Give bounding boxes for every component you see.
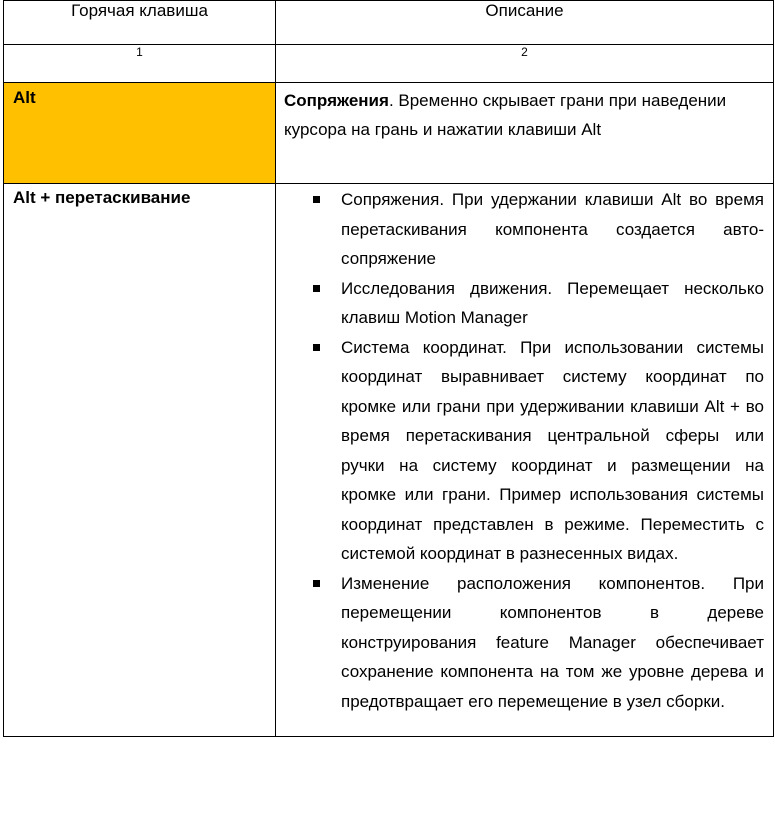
square-bullet-icon (313, 285, 320, 292)
header-row (4, 1, 774, 45)
square-bullet-icon (313, 196, 320, 203)
hotkey-cell: Alt (4, 83, 276, 184)
list-item (276, 569, 764, 717)
list-item-text: Система координат. При использовании системы координат выравнивает систему координат по кромке или грани при удерживании клавиши Alt + во время перетаскивания центральной сферы или ручки на систему координат и размещении на кромке или грани. Пример использования системы координат представлен в режиме. Переместить с системой координат в разнесенных видах. (341, 337, 764, 563)
description-text: . Временно скрывает грани при наведении курсора на грань и нажатии клавиши Alt (284, 91, 727, 139)
list-item-text: Исследования движения. Перемещает несколько клавиш Motion Manager (341, 278, 764, 327)
list-item (276, 274, 764, 333)
list-item-text: Изменение расположения компонентов. При перемещении компонентов в дереве конструирования feature Manager обеспечивает сохранение компонента на том же уровне дерева и предотвращает его перемещение в узел сборки. (341, 573, 764, 711)
column-number-row (4, 45, 774, 83)
list-item (276, 333, 764, 569)
description-cell (276, 83, 774, 184)
header-description: Описание (276, 1, 774, 45)
description-bullet-list (276, 185, 764, 716)
hotkey-cell: Alt + перетаскивание (4, 184, 276, 737)
table-row (4, 184, 774, 737)
header-hotkey: Горячая клавиша (4, 1, 276, 45)
table-row (4, 83, 774, 184)
description-cell (276, 184, 774, 737)
hotkeys-table (3, 0, 774, 737)
column-number-2: 2 (276, 45, 774, 83)
list-item (276, 185, 764, 274)
column-number-1: 1 (4, 45, 276, 83)
list-item-text: Сопряжения. При удержании клавиши Alt во время перетаскивания компонента создается авто-сопряжение (341, 190, 764, 268)
square-bullet-icon (313, 344, 320, 351)
description-term: Сопряжения (284, 91, 389, 110)
square-bullet-icon (313, 580, 320, 587)
